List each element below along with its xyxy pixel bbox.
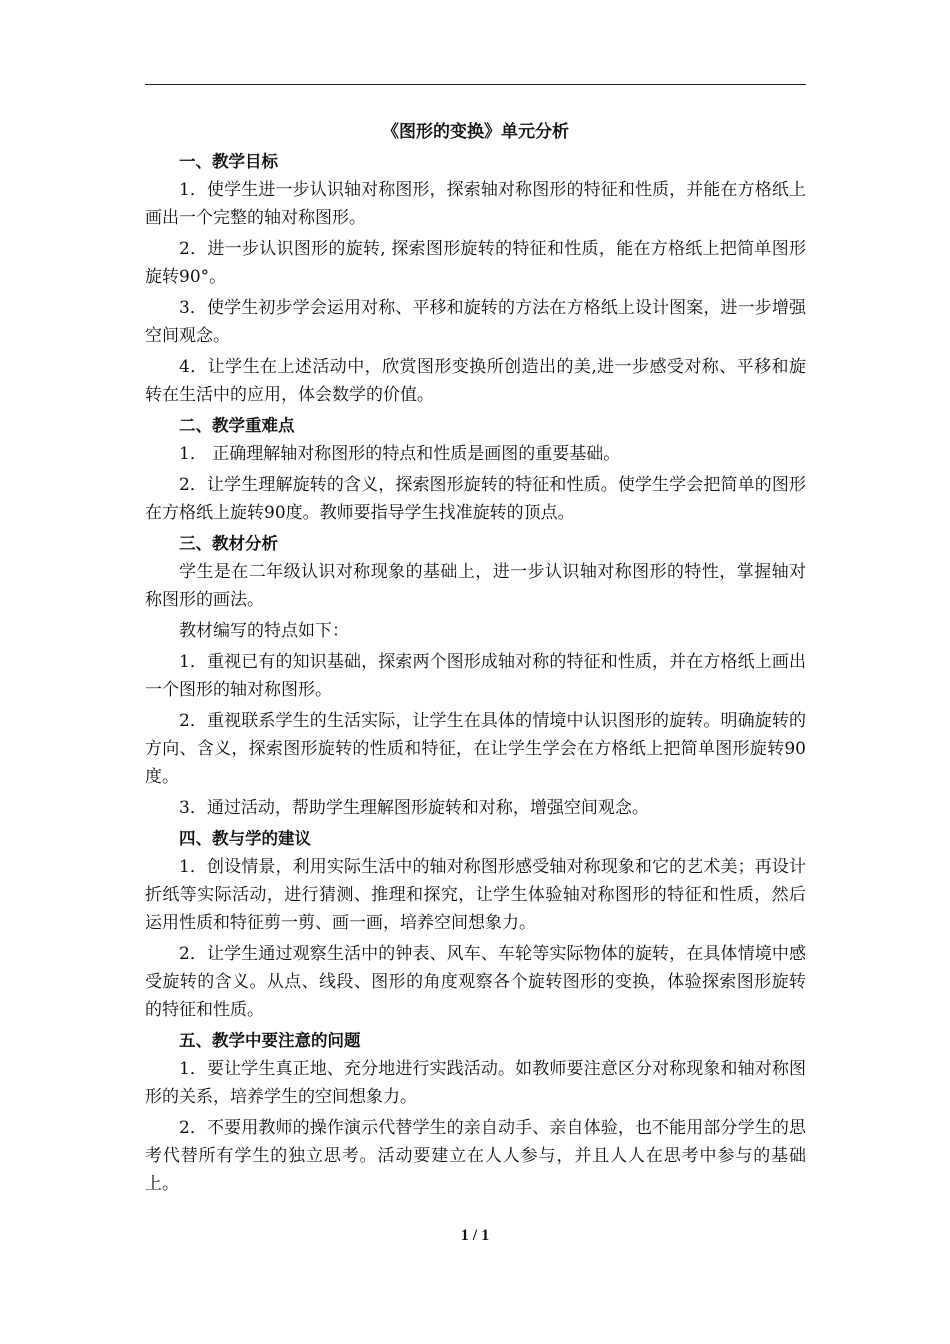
paragraph: 2．不要用教师的操作演示代替学生的亲自动手、亲自体验，也不能用部分学生的思考代替所有学生的独立思考。活动要建立在人人参与，并且人人在思考中参与的基础上。: [145, 1118, 806, 1194]
paragraph: 教材编写的特点如下：: [179, 621, 349, 641]
paragraph: 2．重视联系学生的生活实际，让学生在具体的情境中认识图形的旋转。明确旋转的方向、含义，探索图形旋转的性质和特征，在让学生学会在方格纸上把简单图形旋转90度。: [145, 711, 806, 787]
section-suggestions: [145, 825, 806, 1024]
section-textbook-analysis: [145, 530, 806, 822]
page-number: 1 / 1: [460, 1227, 490, 1244]
paragraph: 3．使学生初步学会运用对称、平移和旋转的方法在方格纸上设计图案，进一步增强空间观念。: [145, 298, 806, 346]
document-title: 《图形的变换》单元分析: [382, 122, 569, 142]
section-key-points: [145, 412, 806, 527]
section-heading: 五、教学中要注意的问题: [179, 1031, 361, 1050]
section-heading: 一、教学目标: [179, 152, 278, 171]
paragraph: 2．让学生理解旋转的含义，探索图形旋转的特征和性质。使学生学会把简单的图形在方格纸上旋转90度。教师要指导学生找准旋转的顶点。: [145, 475, 806, 523]
paragraph: 4．让学生在上述活动中，欣赏图形变换所创造出的美,进一步感受对称、平移和旋转在生活中的应用，体会数学的价值。: [145, 357, 806, 405]
paragraph: 1．重视已有的知识基础，探索两个图形成轴对称的特征和性质，并在方格纸上画出一个图形的轴对称图形。: [145, 652, 806, 700]
section-heading: 四、教与学的建议: [179, 829, 311, 848]
paragraph: 2．让学生通过观察生活中的钟表、风车、车轮等实际物体的旋转，在具体情境中感受旋转的含义。从点、线段、图形的角度观察各个旋转图形的变换，体验探索图形旋转的特征和性质。: [145, 944, 806, 1020]
paragraph: 3．通过活动，帮助学生理解图形旋转和对称，增强空间观念。: [179, 798, 649, 818]
section-notes: [145, 1027, 806, 1198]
section-objectives: [145, 148, 806, 409]
paragraph: 1．要让学生真正地、充分地进行实践活动。如教师要注意区分对称现象和轴对称图形的关系，培养学生的空间想象力。: [145, 1059, 806, 1107]
document-body: [145, 118, 806, 1201]
paragraph: 1．创设情景，利用实际生活中的轴对称图形感受轴对称现象和它的艺术美；再设计折纸等实际活动，进行猜测、推理和探究，让学生体验轴对称图形的特征和性质，然后运用性质和特征剪一剪、画一画，培养空间想象力。: [145, 857, 806, 933]
paragraph: 1． 正确理解轴对称图形的特点和性质是画图的重要基础。: [179, 444, 621, 464]
paragraph: 1．使学生进一步认识轴对称图形，探索轴对称图形的特征和性质，并能在方格纸上画出一个完整的轴对称图形。: [145, 180, 806, 228]
section-heading: 二、教学重难点: [179, 416, 295, 435]
section-heading: 三、教材分析: [179, 534, 278, 553]
paragraph: 2．进一步认识图形的旋转, 探索图形旋转的特征和性质，能在方格纸上把简单图形旋转90°。: [145, 239, 806, 287]
paragraph: 学生是在二年级认识对称现象的基础上，进一步认识轴对称图形的特性，掌握轴对称图形的画法。: [145, 562, 806, 610]
header-rule: [145, 84, 806, 85]
